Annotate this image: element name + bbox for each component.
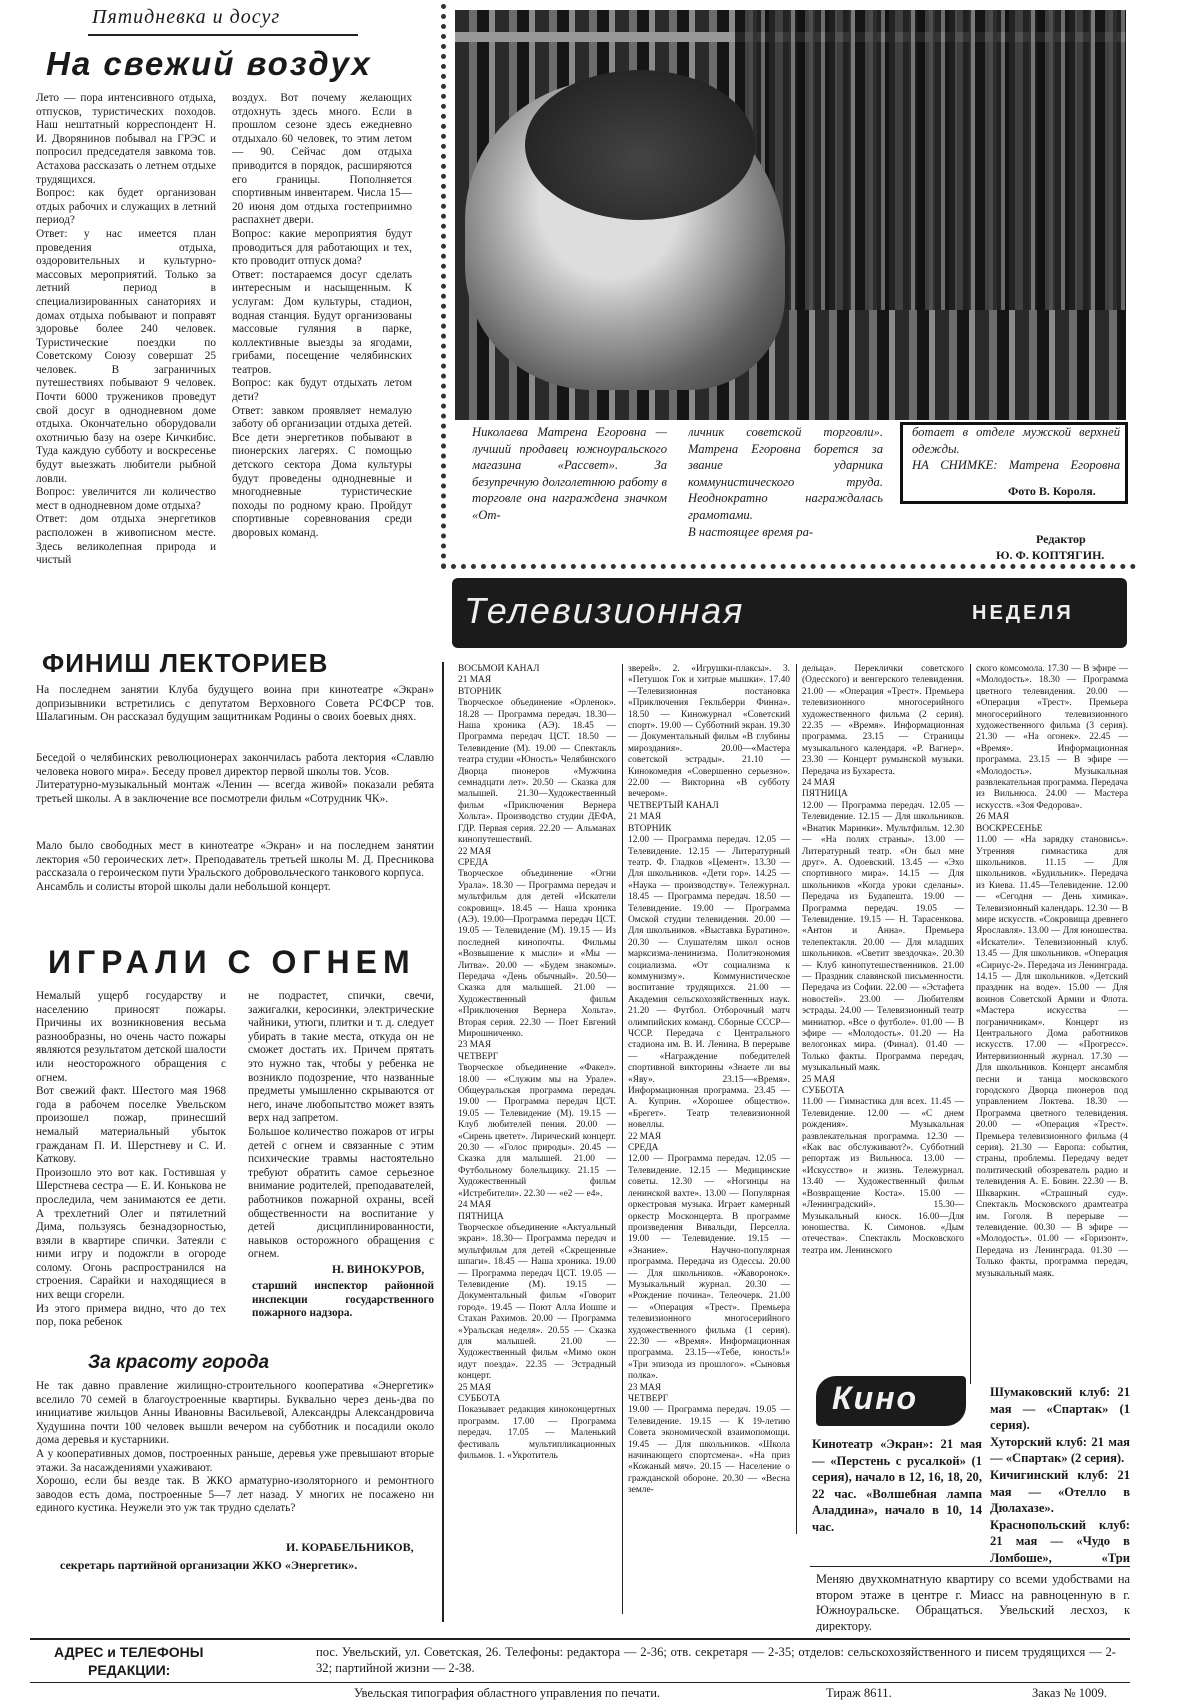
footer-label-1: АДРЕС и ТЕЛЕФОНЫ — [54, 1644, 204, 1660]
photo-caption-col1: Николаева Матрена Егоровна — лучший продавец южноуральского магазина «Рассвет». За безупречную долголетнюю работу в торговле она награждена значком «От- — [472, 425, 667, 522]
finish-p3: Мало было свободных мест в кинотеатре «Экран» и на последнем занятии лектория «50 героических лет». Преподаватель третьей школы М. Д. Пресникова рассказала о героическом пути Уральского добровольческого танкового корпуса. Ансамбль и солисты второй школы дали небольшой концерт. — [36, 840, 434, 893]
tv-col3: дельца». Переклички советского (Одесского) и венгерского телевидения. 21.00 — «Операция «Трест». Премьера телевизионного многосерийного художественного фильма (2 серия). 22.35 — «Время». Информационная программа. 23.15 — Страницы музыкального календаря. «Р. Вагнер». 23.30 — Концерт румынской музыки. Передача из Бухареста. 24 МАЯ ПЯТНИЦА 12.00 — Программа передач. 12.05 — Телевидение. 12.15 — Для школьников. «Внатик Маринки». Мультфильм. 12.30 — «На полях страны». 13.00 —Литературный театр. «Он был мне друг». А. Одоевский. 13.45 — «Эхо спортивного мира». 14.15 — Для школьников «Когда уроки сделаны». Передача из Будапешта. 19.00 — Программа передач. 19.05 — Телевидение. 19.15 — Н. Тарасенкова. «Антон и Анна». Премьера телепектакля. 20.00 — Для младших школьников. «Светит звездочка». 20.30 — Клуб кинопутешественников. 21.00 — Праздник славянской письменности. Передача из Софии. 22.00 — «Эстафета новостей». 23.00 — Любителям эстрады. 24.00 — Телевизионный театр миниатюр. «Все о футболе». 01.00 — В эфире — «Молодость». 01.20 — На велогонках мира. (Финал). 01.40 — Только факты. Программа передач, музыкальный маяк. 25 МАЯ СУББОТА 11.00 — Гимнастика для всех. 11.45 — Телевидение. 12.00 — «С днем рождения». Музыкальная развлекательная программа. 12.30 — «Как вас обслуживают?». Субботний репортаж из Вильнюса. 13.00 — «Искусство» и жизнь. Тележурнал. 13.40 — Художественный фильм «Возвращение Коста». 15.00 — «Ленинградский». 15.30—Музыкальный киоск. 16.00—Для юношества. К. Симонов. «Дым отечества». Спектакль Московского театра им. Ленинского — [802, 664, 964, 1256]
section-title: Пятидневка и досуг — [92, 6, 281, 28]
footer-rule-top — [30, 1638, 1130, 1640]
fire-author: Н. ВИНОКУРОВ, — [332, 1264, 425, 1276]
footer-rule-bottom — [30, 1682, 1130, 1683]
fire-col2: не подрастет, спички, свечи, зажигалки, керосинки, электрические чайники, утюги, плитки и т. д. следует убирать в такие места, откуда он не сможет достать их. Причем прятать это нужно так, чтобы у ребенка не возникло подозрение, что названные предметы умышленно скрываются от него, иначе любопытство может взять верх над запретом. Большое количество пожаров от игры детей с огнем и связанные с этим психические травмы настоятельно требуют обратить самое серьезное внимание родителей, преподавателей, работников пожарной охраны, всей общественности на воспитание у детей дисциплинированности, навыков осторожного обращения с огнем. — [248, 990, 434, 1261]
footer-printer: Увельская типография областного управления по печати. — [354, 1686, 661, 1700]
fire-author-title: старший инспектор районной инспекции государственного пожарного надзора. — [252, 1280, 434, 1320]
finish-p2: Беседой о челябинских революционерах закончилась работа лектория «Славлю человека нового мира». Беседу провел директор первой школы тов. Усов. Литературно-музыкальный монтаж «Ленин — всегда живой» показали ребята третьей школы. А в заключение все посмотрели фильм «Сотрудник ЧК». — [36, 752, 434, 805]
tv-col1: ВОСЬМОЙ КАНАЛ 21 МАЯ ВТОРНИК Творческое объединение «Орленок». 18.28 — Программа передач. 18.30—Наша хроника (АЭ). 18.45 — Программа передач ЦСТ. 18.50 — Телевидение (М). 19.00 — Спектакль театра студии «Юность» Челябинского Дворца пионеров «Мужчина семнадцати лет». 20.50 — Сказка для малышей. 21.30—Художественный фильм «Приключения Вернера Хольта». Производство студии ДЕФА, ГДР. Первая серия. 22.20 — Альманах кинопутешествий. 22 МАЯ СРЕДА Творческое объединение «Огни Урала». 18.30 — Программа передач и мультфильм для детей «Искатели сокровищ». 18.45 — Наша хроника (АЭ). 19.00—Программа передач ЦСТ. 19.05 — Телевидение (М). 19.15 — Из последней кинопочты. Фильмы «Возвышение к мысли» и «Мы — Литва». 20.00 — «Будем знакомы». Передача «День обычный». 20.50—Сказка для малышей. 21.00 — Художественный фильм «Приключения Вернера Хольта». Вторая серия. 22.30 — Поет Евгений Мирошниченко. 23 МАЯ ЧЕТВЕРГ Творческое объединение «Факел». 18.00 — «Служим мы на Урале». Общеуральская программа передач. 19.00 — Программа передач ЦСТ. 19.05 — Телевидение (М). 19.15 — Клуб любителей пения. 20.00 — «Сирень цветет». Лирический концерт. 20.30 — «Голос природы». 20.45 — Сказка для малышей. 21.00 — Футбольному болельщику. 21.15 — Художественный фильм «Истребители». 22.30 — «е2 — е4». 24 МАЯ ПЯТНИЦА Творческое объединение «Актуальный экран». 18.30— Программа передач и мультфильм для детей «Скрещенные шпаги». 18.45 — Наша хроника. 19.00 — Программа передач ЦСТ. 19.05 — Телевидение (М). 19.15 — Документальный фильм «Говорит город». 19.45 — Поют Алла Иошпе и Стахан Рахимов. 20.00 — Программа «Уральская неделя». 20.55 — Сказка для малышей. 21.00 — Художественный фильм «Мимо окон идут поезда». 22.35 — Эстрадный концерт. 25 МАЯ СУББОТА Показывает редакция киноконцертных программ. 17.00 — Программа передач. 17.05 — Маленький фестиваль мультипликационных фильмов. 1. «Укротитель — [458, 664, 616, 1462]
kino-right: Шумаковский клуб: 21 мая — «Спартак» (1 серия). Хуторский клуб: 21 мая — «Спартак» (2 серия). Кичигинский клуб: 21 мая — «Отелло в Дюлахазе». Краснопольский клуб: 21 мая — «Чудо в Ломбоше», «Три — [990, 1385, 1130, 1564]
footer-label-2: РЕДАКЦИИ: — [88, 1662, 171, 1678]
beauty-headline: За красоту города — [88, 1352, 270, 1373]
fire-headline: ИГРАЛИ С ОГНЕМ — [48, 944, 416, 980]
beauty-text: Не так давно правление жилищно-строительного кооператива «Энергетик» вселило 70 семей в благоустроенные квартиры. Буквально через день-два по инициативе жильцов Анны Ивановны Васильевой, Александры Александровича Худушина почти 100 человек вышли вечером на субботник и посадили около дома деревья и кустарники. А у кооперативных домов, построенных раньше, деревья уже превышают вторые этажи. За насаждениями ухаживают. Хорошо, если бы везде так. В ЖКО арматурно-изоляторного и ремонтного заводов есть дома, построенные 5—7 лет назад. У многих не посажено ни единого кустика. Неужели это уж так трудно сделать? — [36, 1380, 434, 1515]
kino-logo-box — [816, 1376, 966, 1426]
ad-rule — [810, 1566, 1130, 1567]
tv-banner-title: Телевизионная — [464, 590, 745, 631]
photo-saleswoman — [455, 10, 1126, 420]
tv-divider-left — [442, 662, 444, 1622]
tv-divider-3 — [970, 664, 971, 1384]
photo-caption-col2: личник советской торговли». Матрена Егоровна борется за звание ударника коммунистического труда. Неоднократно награждалась грамотами. В настоящее время ра- — [688, 425, 883, 539]
tv-banner-week: НЕДЕЛЯ — [972, 602, 1074, 624]
finish-p1: На последнем занятии Клуба будущего воина при кинотеатре «Экран» допризывники встретились с депутатом Верховного Совета РСФСР тов. Шалагиным. Он рассказал будущим защитникам Родины о своих боевых днях. — [36, 684, 434, 724]
footer-circulation: Тираж 8611. — [826, 1686, 892, 1700]
tv-col2: зверей». 2. «Игрушки-плаксы». 3. «Петушок Гок и хитрые мышки». 17.40 —Телевизионная постановка «Приключения Гекльберри Финна». 18.50 — Киножурнал «Советский спорт». 19.00 — Субботний экран. 19.30 — Документальный фильм «В глубины мироздания». 20.00—«Мастера советской эстрады». 21.10 — Кинокомедия «Совершенно серьезно». 22.00 — Викторина «В субботу вечером». ЧЕТВЕРТЫЙ КАНАЛ 21 МАЯ ВТОРНИК 12.00 — Программа передач. 12.05 — Телевидение. 12.15 — Литературный театр. Ф. Гладков «Цемент». 13.30 — Для школьников. «Дети гор». 14.25 — «Наука — производству». Тележурнал. 18.45 — Программа передач. 18.50 — Телевидение. 19.00 — Программа Омской студии телевидения. 20.00 — Для школьников. «Выставка Буратино». 20.30 — Слушателям школ основ марксизма-ленинизма. Политэкономия социализма. «От социализма к коммунизму». Коммунистическое воспитание трудящихся. 21.00 — Академия сельскохозяйственных наук. 21.20 — Футбол. Отборочный матч олимпийских команд. Сборные СССР—ЧССР. Передача с Центрального стадиона им. В. И. Ленина. В перерыве — «Награждение победителей спортивной викторины «Знаете ли вы «Яву». 23.15—«Время». Информационная программа. 23.45 — А. Куприн. «Хорошее общество». «Брегет». Театр телевизионной новеллы. 22 МАЯ СРЕДА 12.00 — Программа передач. 12.05 — Телевидение. 12.15 — Медицинские советы. 12.30 — «Ногинцы на ленинской вахте». 13.00 — Популярная оркестровая музыка. Играет камерный оркестр Москонцерта. В программе произведения Вивальди, Перселла. 19.00 — Телевидение. 19.15 — «Знание». Научно-популярная программа. Передача из Одессы. 20.00 — Для школьников. «Жаворонок». Музыкальный журнал. 20.30 — «Рождение почина». Телеочерк. 21.00 — «Операция «Трест». Премьера телевизионного многосерийного художественного фильма (1 серия). 22.30 — «Время». Информационная программа. 23.15—«Тебе, юность!» «Три эпизода из прошлого». «Сыновья полка». 23 МАЯ ЧЕТВЕРГ 19.00 — Программа передач. 19.05 — Телевидение. 19.15 — К 19-летию Совета экономической взаимопомощи. 19.45 — Для школьников. «Школа начинающего спортсмена». «На приз «Кожаный мяч». 20.15 — Население о гражданской обороне. 20.30 — «Весна земле- — [628, 664, 790, 1496]
footer-order: Заказ № 1009. — [1032, 1686, 1108, 1700]
fresh-air-col2: воздух. Вот почему желающих отдохнуть здесь много. Если в прошлом сезоне здесь ежедневно отдыхало 60 человек, то этим летом — 90. Сейчас дом отдыха приводится в порядок, расширяются его границы. Пополняется спортивным инвентарем. Числа 15—20 июня дом отдыха гостеприимно распахнет двери. Вопрос: какие мероприятия будут проводиться для работающих и тех, кто проводит отпуск дома? Ответ: постараемся досуг сделать интересным и насыщенным. К услугам: Дом культуры, стадион, водная станция. Будут организованы массовые гуляния в парке, коллективные выезды за ягодами, грибами, посещение челябинских театров. Вопрос: как будут отдыхать летом дети? Ответ: завком проявляет немалую заботу об организации отдыха детей. Все дети энергетиков побывают в пионерских лагерях. С помощью детского сектора Дома культуры будут проведены однодневные и многодневные туристические походы по родному краю. Пройдут спортивные соревнования среди дворовых команд. — [232, 92, 412, 539]
tv-divider-2 — [796, 664, 797, 1534]
beauty-author-title: секретарь партийной организации ЖКО «Энергетик». — [60, 1558, 358, 1572]
kino-logo: Кино — [832, 1380, 919, 1416]
footer-address: пос. Увельский, ул. Советская, 26. Телефоны: редактора — 2-36; отв. секретаря — 2-35; отделов: сельскохозяйственного и писем трудящихся — 2-32; партийной жизни — 2-38. — [316, 1645, 1116, 1675]
editor-label: Редактор — [1036, 532, 1086, 546]
kino-left: Кинотеатр «Экран»: 21 мая — «Перстень с русалкой» (1 серия), начало в 12, 16, 18, 20, 22 час. «Волшебная лампа Аладдина», начало в 10, 14 час. — [812, 1437, 982, 1534]
fire-col1: Немалый ущерб государству и населению приносят пожары. Причины их возникновения весьма разнообразны, но очень часто пожары являются результатом детской шалости или неосторожного обращения с огнем. Вот свежий факт. Шестого мая 1968 года в рабочем поселке Увельском произошел пожар, принесший немалый материальный убыток гражданам П. И. Шерстневу и С. И. Каткову. Произошло это вот как. Гостившая у Шерстнева сестра — Е. И. Конькова не проследила, чем занимаются ее дети. А трехлетний Олег и пятилетний Дима, пользуясь безнадзорностью, взяли в квартире спички. Затеяли с ними игру и подожгли в огороде солому. Огонь распространился на строения. Сарайки и находящиеся в них вещи сгорели. Из этого примера видно, что до тех пор, пока ребенок — [36, 990, 226, 1329]
tv-divider-1 — [622, 664, 623, 1614]
photo-caption-col3: ботает в отделе мужской верхней одежды. НА СНИМКЕ: Матрена Егоровна — [912, 425, 1120, 473]
fresh-air-headline: На свежий воздух — [46, 45, 372, 82]
beauty-author: И. КОРАБЕЛЬНИКОВ, — [286, 1540, 414, 1554]
tv-col4: ского комсомола. 17.30 — В эфире — «Молодость». 18.30 — Программа цветного телевидения. 20.00 — «Операция «Трест». Премьера многосерийного телевизионного художественного фильма (3 серия). 21.30 — «На огонек». 22.45 — «Время». Информационная программа. 23.15 — В эфире — «Молодость». Музыкальная развлекательная программа. Передача из Вильнюса. 24.00 — Мастера искусств. «Зоя Федорова». 26 МАЯ ВОСКРЕСЕНЬЕ 11.00 — «На зарядку становись». Утренняя гимнастика для школьников. 11.15 — Для школьников. «Будильник». Передача из Киева. 11.45—Телевидение. 12.00 — «Сегодня — День химика». Телевизионный календарь. 12.30 — В мире искусств. «Сокровища древнего Ярославля». 13.00 — Для юношества. «Искатели». Телевизионный клуб. 13.45 — Для школьников. «Операция «Сириус-2». Передача из Ленинграда. 14.15 — Для школьников. «Детский праздник на воде». 15.00 — Для воинов Советской Армии и Флота. «Мастера искусства — пограничникам». Концерт из Центрального Дома работников искусств. 17.00 — «Прогресс». Интервизионный журнал. 17.30 — Для школьников. Концерт ансамбля песни и танца московского городского Дворца пионеров под управлением Локтева. 18.30 — Программа цветного телевидения. 20.00 — «Операция «Трест». Премьера телевизионного фильма (4 серия). 21.30 — Европа: события, страны, проблемы. Передачу ведет политический обозреватель радио и телевидения А. Е. Бовин. 22.30 — В. Шкваркин. «Страшный суд». Спектакль Московского драмтеатра им. Гоголя. В перерыве — телевидение. 00.30 — В эфире — «Молодость». 01.00 — «Горизонт». Передача из Ленинграда. 01.30 — Только факты, программа передач, музыкальный маяк. — [976, 664, 1128, 1279]
ad-text: Меняю двухкомнатную квартиру со всеми удобствами на втором этаже в центре г. Миасс на равноценную в г. Южноуральске. Обращаться. Увельский лесхоз, к директору. — [816, 1572, 1130, 1632]
fresh-air-col1: Лето — пора интенсивного отдыха, отпусков, туристических походов. Наш нештатный корреспондент Н. И. Дворянинов побывал на ГРЭС и попросил председателя завкома тов. Астахова рассказать о летнем отдыхе трудящихся. Вопрос: как будет организован отдых рабочих и служащих в летний период? Ответ: у нас имеется план проведения отдыха, оздоровительных и культурно-массовых мероприятий. Только за летний период в специализированных санаториях и домах отдыха побывают и поправят здоровье более 240 человек. Туристические поездки по Советскому Союзу совершат 25 человек. В заграничных путешествиях побывают 9 человек. Почти 6000 тружеников проведут свой досуг в однодневном доме отдыха. Окончательно оборудовали охотничью базу на озере Кичкибис. Туда каждую субботу и воскресенье будут выезжать любители рыбной ловли. Вопрос: увеличится ли количество мест в однодневном доме отдыха? Ответ: дом отдыха энергетиков расположен в живописном месте. Здесь великолепная природа и чистый — [36, 92, 216, 567]
tv-banner — [452, 578, 1127, 648]
finish-headline: ФИНИШ ЛЕКТОРИЕВ — [42, 648, 329, 678]
section-rule — [88, 34, 358, 36]
photo-credit: Фото В. Короля. — [1008, 484, 1096, 498]
editor-name: Ю. Ф. КОПТЯГИН. — [996, 548, 1105, 562]
